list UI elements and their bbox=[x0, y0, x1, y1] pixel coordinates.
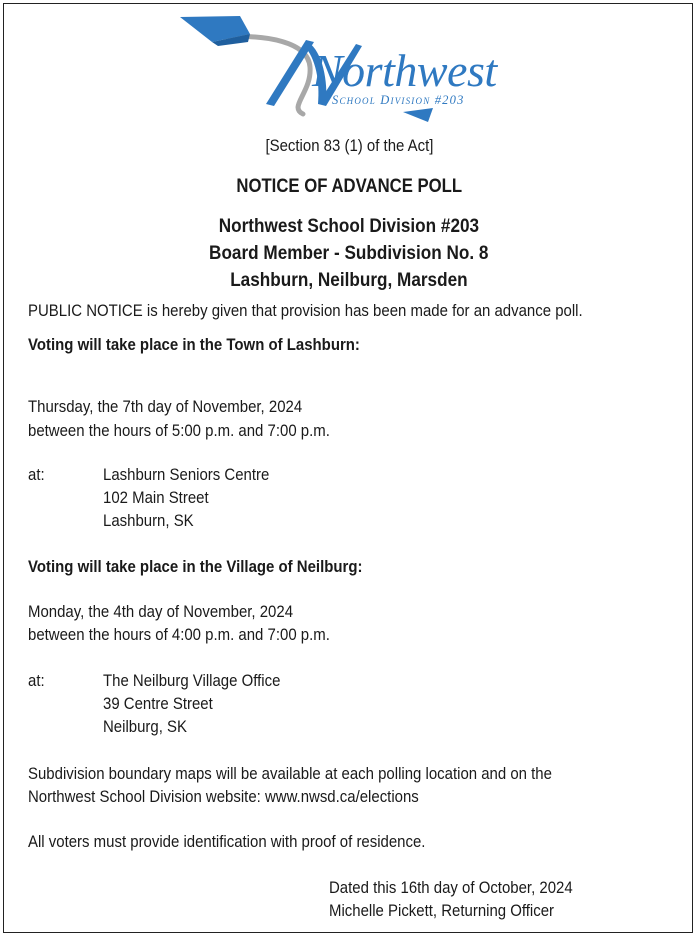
id-note: All voters must provide identification with proof of residence. bbox=[28, 832, 426, 851]
section-reference: [Section 83 (1) of the Act] bbox=[265, 136, 433, 155]
logo-wordmark bbox=[312, 45, 497, 96]
poll2-address-line: Neilburg, SK bbox=[103, 717, 187, 736]
notice-title: NOTICE OF ADVANCE POLL bbox=[236, 176, 462, 197]
heading-board-member: Board Member - Subdivision No. 8 bbox=[209, 242, 489, 264]
signature-dated: Dated this 16th day of October, 2024 bbox=[329, 878, 573, 897]
poll1-address-line: Lashburn Seniors Centre bbox=[103, 465, 270, 484]
poll1-date: Thursday, the 7th day of November, 2024 bbox=[28, 397, 303, 416]
maps-note-line2: Northwest School Division website: www.nwsd.ca/elections bbox=[28, 787, 419, 806]
heading-locations: Lashburn, Neilburg, Marsden bbox=[230, 269, 468, 291]
poll1-address-line: Lashburn, SK bbox=[103, 511, 194, 530]
poll2-date: Monday, the 4th day of November, 2024 bbox=[28, 602, 294, 621]
signature-name: Michelle Pickett, Returning Officer bbox=[329, 901, 555, 920]
poll1-at-label: at: bbox=[28, 465, 45, 484]
maps-note-line1: Subdivision boundary maps will be available at each polling location and on the bbox=[28, 764, 552, 783]
logo-wordmark-text: Northwest bbox=[312, 45, 497, 96]
poll2-address-line: 39 Centre Street bbox=[103, 694, 213, 713]
poll2-hours: between the hours of 4:00 p.m. and 7:00 p.m. bbox=[28, 625, 330, 644]
poll2-at-label: at: bbox=[28, 671, 45, 690]
logo-subtitle: School Division #203 bbox=[332, 93, 465, 107]
poll1-hours: between the hours of 5:00 p.m. and 7:00 p.m. bbox=[28, 421, 330, 440]
intro-text: PUBLIC NOTICE is hereby given that provision has been made for an advance poll. bbox=[28, 301, 583, 320]
poll1-address-line: 102 Main Street bbox=[103, 488, 209, 507]
poll2-address-line: The Neilburg Village Office bbox=[103, 671, 281, 690]
poll2-heading: Voting will take place in the Village of Neilburg: bbox=[28, 557, 363, 576]
heading-division: Northwest School Division #203 bbox=[218, 215, 480, 237]
poll1-heading: Voting will take place in the Town of Lashburn: bbox=[28, 335, 360, 354]
